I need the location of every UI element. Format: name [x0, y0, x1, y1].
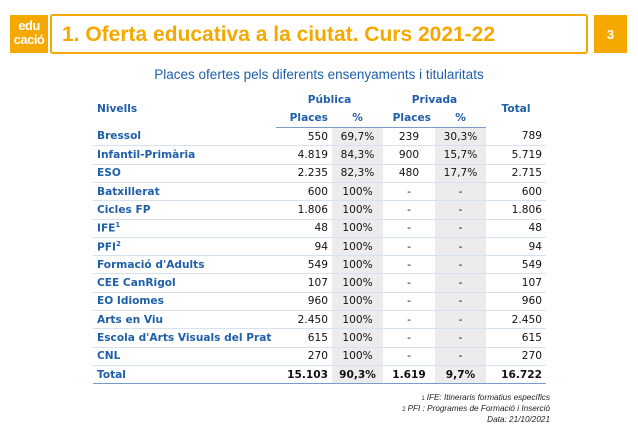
public-pct: 69,7% [332, 128, 383, 146]
row-label-text: ESO [97, 167, 121, 180]
public-places: 960 [276, 292, 332, 310]
table-row [93, 237, 546, 255]
row-label-text: Bressol [97, 130, 142, 143]
row-label-text: Escola d'Arts Visuals del Prat [97, 332, 272, 344]
private-pct: - [435, 182, 486, 200]
table-row [93, 329, 546, 347]
public-pct: 100% [332, 292, 383, 310]
private-places: 900 [383, 146, 435, 164]
public-places: 4.819 [276, 146, 332, 164]
row-label [93, 164, 276, 182]
row-label-text: EO Idiomes [97, 295, 164, 308]
public-pct: 100% [332, 347, 383, 365]
table-row [93, 311, 546, 329]
private-pct: - [435, 329, 486, 347]
footnote-2: 2 PFI : Programes de Formació i Inserció [402, 404, 550, 414]
title-bar [50, 14, 588, 54]
public-pct: 100% [332, 311, 383, 329]
private-pct: - [435, 237, 486, 255]
row-total: 270 [486, 347, 546, 365]
row-total: 600 [486, 182, 546, 200]
public-pct: 100% [332, 274, 383, 292]
private-places: - [383, 256, 435, 274]
total-row [93, 365, 546, 383]
public-places: 107 [276, 274, 332, 292]
logo-line-1: edu [18, 18, 40, 33]
educacio-logo [10, 15, 48, 53]
public-places: 2.235 [276, 164, 332, 182]
total-public-places: 15.103 [276, 365, 332, 383]
total-row-total: 16.722 [486, 365, 546, 383]
private-places: - [383, 237, 435, 255]
header-priv-pct: % [435, 109, 486, 127]
page-title: 1. Oferta educativa a la ciutat. Curs 2021-22 [62, 23, 496, 46]
row-label-text: PFI [97, 241, 116, 254]
public-pct: 84,3% [332, 146, 383, 164]
footnote-marker: 2 [115, 239, 121, 248]
private-places: - [383, 347, 435, 365]
public-pct: 100% [332, 256, 383, 274]
header-total: Total [501, 103, 531, 116]
public-places: 550 [276, 128, 332, 146]
public-places: 270 [276, 347, 332, 365]
row-total: 1.806 [486, 201, 546, 219]
public-pct: 100% [332, 201, 383, 219]
total-private-places: 1.619 [383, 365, 435, 383]
total-public-pct: 90,3% [332, 365, 383, 383]
public-places: 615 [276, 329, 332, 347]
public-pct: 100% [332, 182, 383, 200]
row-label-text: CEE CanRigol [97, 277, 176, 290]
public-pct: 100% [332, 237, 383, 255]
private-places: - [383, 329, 435, 347]
row-label-text: IFE [97, 222, 116, 235]
private-places: - [383, 182, 435, 200]
footnote-marker: 1 [115, 221, 121, 230]
row-label-text: Batxillerat [97, 185, 160, 198]
row-total: 615 [486, 329, 546, 347]
table-row [93, 201, 546, 219]
footnote-date: Data: 21/10/2021 [487, 415, 550, 425]
row-label [93, 256, 276, 274]
row-label [93, 219, 276, 237]
private-pct: 15,7% [435, 146, 486, 164]
footnote-1: 1 IFE: Itineraris formatius específics [421, 393, 550, 402]
table-row [93, 128, 546, 146]
public-places: 2.450 [276, 311, 332, 329]
row-label-text: Arts en Viu [97, 313, 164, 326]
row-label [93, 274, 276, 292]
row-total: 2.715 [486, 164, 546, 182]
private-places: 480 [383, 164, 435, 182]
logo-line-2: cació [13, 32, 45, 47]
table-row [93, 164, 546, 182]
table-row [93, 274, 546, 292]
private-pct: - [435, 219, 486, 237]
table-row [93, 292, 546, 310]
private-pct: - [435, 311, 486, 329]
private-pct: - [435, 201, 486, 219]
private-pct: - [435, 347, 486, 365]
header-privada: Privada [411, 94, 458, 107]
private-pct: - [435, 256, 486, 274]
private-pct: 30,3% [435, 128, 486, 146]
row-label [93, 311, 276, 329]
private-pct: - [435, 274, 486, 292]
table-row [93, 256, 546, 274]
row-label [93, 182, 276, 200]
row-total: 5.719 [486, 146, 546, 164]
table-row [93, 219, 546, 237]
page-number-badge: 3 [594, 15, 627, 53]
total-private-pct: 9,7% [435, 365, 486, 383]
header-nivells: Nivells [97, 103, 138, 116]
row-label [93, 201, 276, 219]
header-publica: Pública [307, 94, 352, 107]
public-places: 600 [276, 182, 332, 200]
row-label-text: Infantil-Primària [97, 149, 196, 162]
table-row [93, 182, 546, 200]
row-total: 48 [486, 219, 546, 237]
private-places: - [383, 292, 435, 310]
row-total: 789 [486, 128, 546, 146]
row-label [93, 146, 276, 164]
private-places: - [383, 311, 435, 329]
public-places: 94 [276, 237, 332, 255]
total-row-label: Total [93, 365, 276, 383]
row-total: 94 [486, 237, 546, 255]
private-pct: 17,7% [435, 164, 486, 182]
table-row [93, 347, 546, 365]
row-label-text: Formació d'Adults [97, 258, 205, 271]
table-body [93, 128, 546, 384]
header-pub-places: Places [276, 109, 332, 127]
public-pct: 100% [332, 219, 383, 237]
row-label-text: CNL [97, 350, 121, 363]
table-subtitle: Places ofertes pels diferents ensenyaments i titularitats [154, 67, 484, 82]
row-label [93, 237, 276, 255]
row-label-text: Cicles FP [97, 203, 151, 216]
private-places: 239 [383, 128, 435, 146]
row-label [93, 329, 276, 347]
row-total: 2.450 [486, 311, 546, 329]
private-pct: - [435, 292, 486, 310]
private-places: - [383, 201, 435, 219]
public-places: 48 [276, 219, 332, 237]
footnotes [402, 393, 550, 426]
places-table [93, 91, 546, 384]
row-label [93, 128, 276, 146]
private-places: - [383, 219, 435, 237]
table-row [93, 146, 546, 164]
public-pct: 100% [332, 329, 383, 347]
row-label [93, 292, 276, 310]
header-priv-places: Places [383, 109, 435, 127]
row-label [93, 347, 276, 365]
private-places: - [383, 274, 435, 292]
public-pct: 82,3% [332, 164, 383, 182]
row-total: 107 [486, 274, 546, 292]
public-places: 549 [276, 256, 332, 274]
row-total: 960 [486, 292, 546, 310]
header-pub-pct: % [332, 109, 383, 127]
row-total: 549 [486, 256, 546, 274]
public-places: 1.806 [276, 201, 332, 219]
